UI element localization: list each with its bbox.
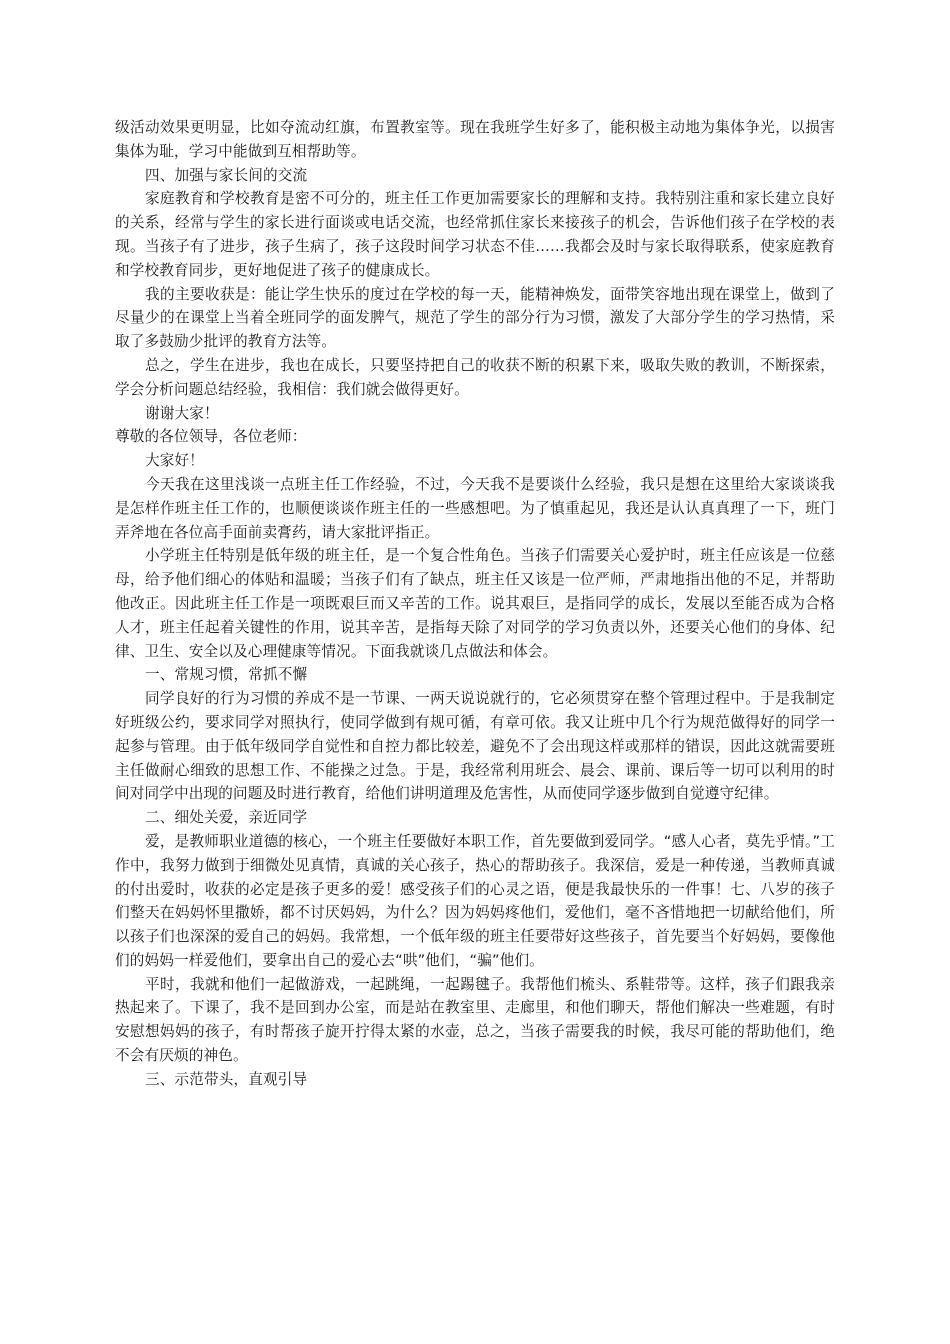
closing-line: 谢谢大家！: [145, 404, 219, 422]
section-heading: 二、细处关爱，亲近同学: [145, 809, 308, 827]
section-heading: 三、示范带头，直观引导: [145, 1070, 308, 1088]
document-page: [115, 116, 835, 1092]
greeting: 大家好！: [145, 452, 204, 470]
paragraph: 小学班主任特别是低年级的班主任，是一个复合性角色。当孩子们需要关心爱护时，班主任应该是一位慈母，给予他们细心的体贴和温暖；当孩子们有了缺点，班主任又该是一位严师，严肃地指出他的不足，并帮助他改正。因此班主任工作是一项既艰巨而又辛苦的工作。说其艰巨，是指同学的成长，发展以至能否成为合格人才，班主任起着关键性的作用，说其辛苦，是指每天除了对同学的学习负责以外，还要关心他们的身体、纪律、卫生、安全以及心理健康等情况。下面我就谈几点做法和体会。: [115, 547, 835, 660]
section-heading: 四、加强与家长间的交流: [145, 166, 308, 184]
paragraph: 同学良好的行为习惯的养成不是一节课、一两天说说就行的，它必须贯穿在整个管理过程中。于是我制定好班级公约，要求同学对照执行，使同学做到有规可循，有章可依。我又让班中几个行为规范做得好的同学一起参与管理。由于低年级同学自觉性和自控力都比较差，避免不了会出现这样或那样的错误，因此这就需要班主任做耐心细致的思想工作、不能操之过急。于是，我经常利用班会、晨会、课前、课后等一切可以利用的时间对同学中出现的问题及时进行教育，给他们讲明道理及危害性，从而使同学逐步做到自觉遵守纪律。: [115, 690, 835, 803]
paragraph: 平时，我就和他们一起做游戏，一起跳绳，一起踢毽子。我帮他们梳头、系鞋带等。这样，孩子们跟我亲热起来了。下课了，我不是回到办公室，而是站在教室里、走廊里，和他们聊天，帮他们解决一些难题，有时安慰想妈妈的孩子，有时帮孩子旋开拧得太紧的水壶，总之，当孩子需要我的时候，我尽可能的帮助他们，绝不会有厌烦的神色。: [115, 975, 835, 1065]
paragraph: 爱，是教师职业道德的核心，一个班主任要做好本职工作，首先要做到爱同学。“感人心者，莫先乎情。”工作中，我努力做到于细微处见真情，真诚的关心孩子，热心的帮助孩子。我深信，爱是一种传递，当教师真诚的付出爱时，收获的必定是孩子更多的爱！感受孩子们的心灵之语，便是我最快乐的一件事！七、八岁的孩子们整天在妈妈怀里撒娇，都不讨厌妈妈，为什么？因为妈妈疼他们，爱他们，毫不吝惜地把一切献给他们，所以孩子们也深深的爱自己的妈妈。我常想，一个低年级的班主任要带好这些孩子，首先要当个好妈妈，要像他们的妈妈一样爱他们，要拿出自己的爱心去“哄”他们，“骗”他们。: [115, 832, 835, 969]
paragraph: 我的主要收获是：能让学生快乐的度过在学校的每一天，能精神焕发，面带笑容地出现在课堂上，做到了尽量少的在课堂上当着全班同学的面发脾气，规范了学生的部分行为习惯，激发了大部分学生的学习热情，采取了多鼓励少批评的教育方法等。: [115, 285, 835, 351]
salutation: 尊敬的各位领导，各位老师：: [115, 428, 307, 446]
section-heading: 一、常规习惯，常抓不懈: [145, 666, 308, 684]
paragraph: 家庭教育和学校教育是密不可分的，班主任工作更加需要家长的理解和支持。我特别注重和家长建立良好的关系，经常与学生的家长进行面谈或电话交流，也经常抓住家长来接孩子的机会，告诉他们孩子在学校的表现。当孩子有了进步，孩子生病了，孩子这段时间学习状态不佳……我都会及时与家长取得联系，使家庭教育和学校教育同步，更好地促进了孩子的健康成长。: [115, 190, 835, 279]
paragraph: 今天我在这里浅谈一点班主任工作经验，不过，今天我不是要谈什么经验，我只是想在这里给大家谈谈我是怎样作班主任工作的，也顺便谈谈作班主任的一些感想吧。为了慎重起见，我还是认认真真理了一下，班门弄斧地在各位高手面前卖膏药，请大家批评指正。: [115, 475, 835, 541]
paragraph: 级活动效果更明显，比如夺流动红旗，布置教室等。现在我班学生好多了，能积极主动地为集体争光，以损害集体为耻，学习中能做到互相帮助等。: [115, 119, 835, 160]
paragraph: 总之，学生在进步，我也在成长，只要坚持把自己的收获不断的积累下来，吸取失败的教训，不断探索，学会分析问题总结经验，我相信：我们就会做得更好。: [115, 356, 835, 398]
